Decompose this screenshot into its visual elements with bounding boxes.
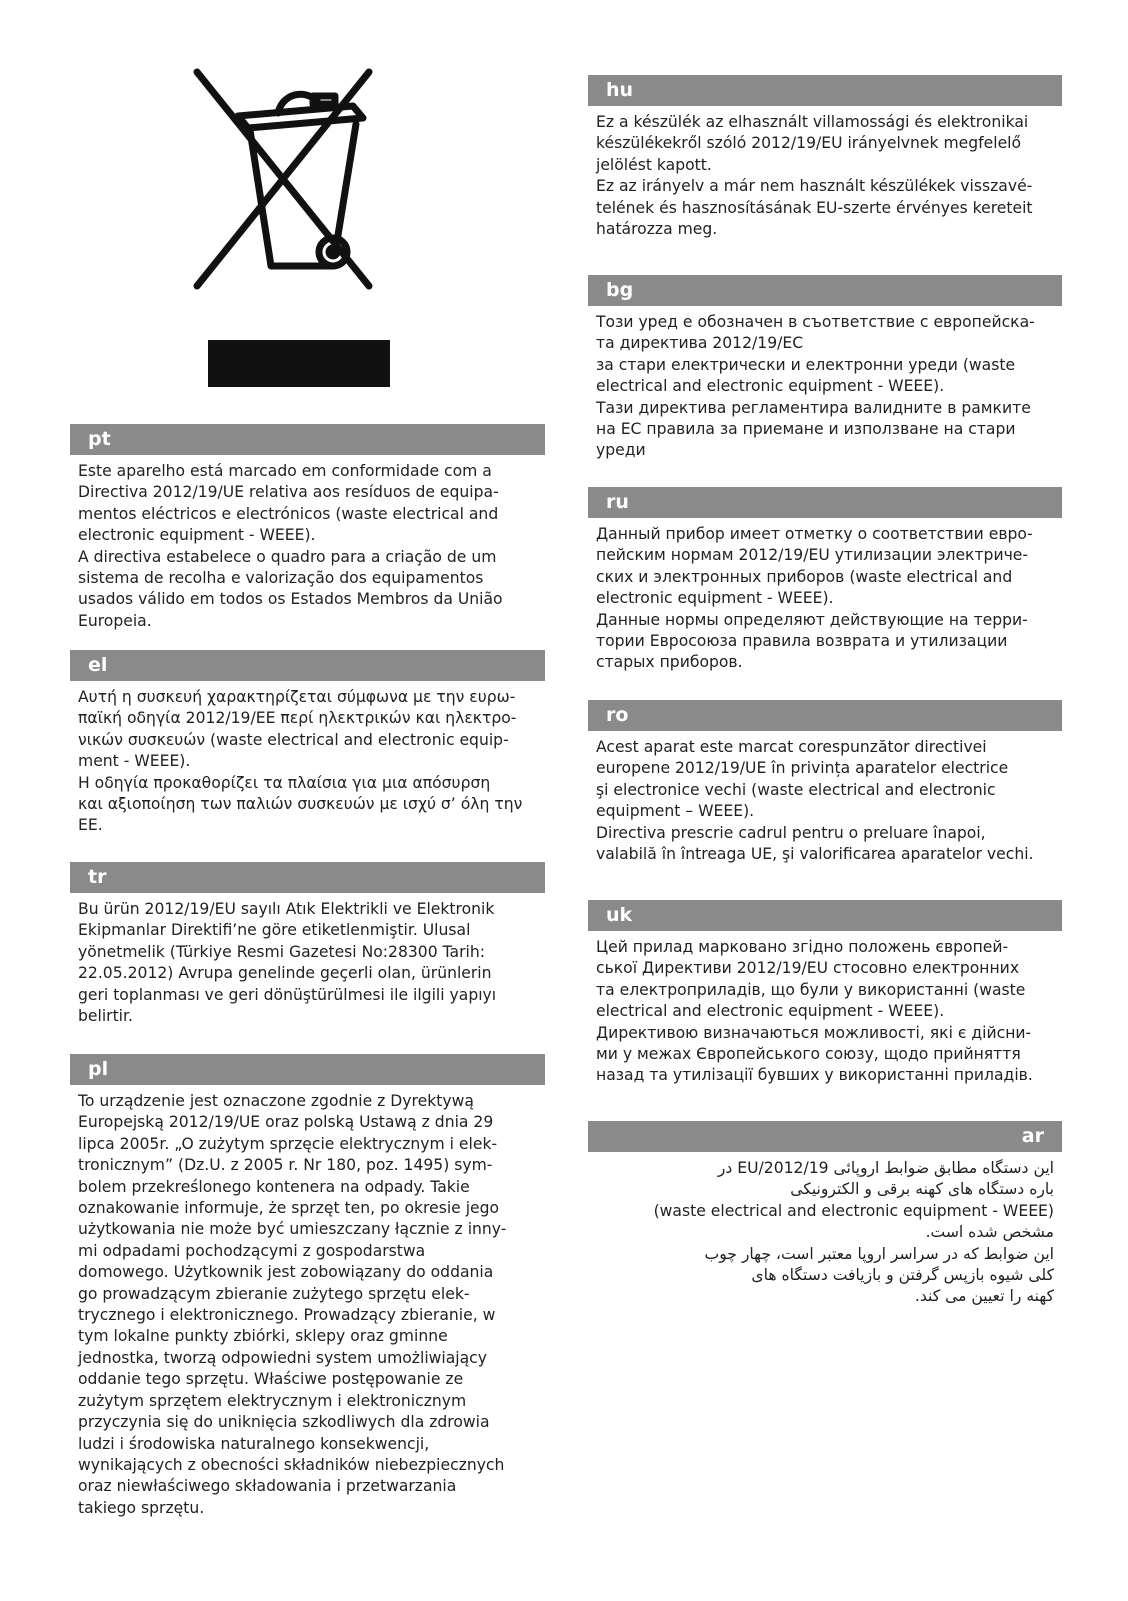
section-hu: [588, 75, 1062, 240]
section-ro: [588, 700, 1062, 865]
section-text: To urządzenie jest oznaczone zgodnie z Dyrektywą Europejską 2012/19/UE oraz polską Ustawą z dnia 29 lipca 2005r. „O zużytym sprzęcie elektrycznym i elek- tronicznym” (Dz.U. z 2005 r. Nr 180, poz. 1495) sym- bolem przekreślonego kontenera na odpady. Takie oznakowanie informuje, że sprzęt ten, po okresie jego użytkowania nie może być umieszczany łącznie z inny- mi odpadami pochodzącymi z gospodarstwa domowego. Użytkownik jest zobowiązany do oddania go prowadzącym zbieranie zużytego sprzętu elek- trycznego i elektronicznego. Prowadzący zbieranie, w tym lokalne punkty zbiórki, sklepy oraz gminne jednostka, tworzą odpowiedni system umożliwiający oddanie tego sprzętu. Właściwe postępowanie ze zużytym sprzętem elektrycznym i elektronicznym przyczynia się do uniknięcia szkodliwych dla zdrowia ludzi i środowiska naturalnego konsekwencji, wynikających z obecności składników niebezpiecznych oraz niewłaściwego składowania i przetwarzania takiego sprzętu.: [78, 1092, 507, 1517]
section-text: Този уред е обозначен в съответствие с европейска- та директива 2012/19/ЕС за стари електрически и електронни уреди (waste electrical and electronic equipment - WEEE). Тази директива регламентира валидните в рамките на ЕС правила за приемане и използване на стари уреди: [596, 313, 1035, 460]
section-text: Αυτή η συσκευή χαρακτηρίζεται σύμφωνα με την ευρω- παϊκή οδηγία 2012/19/ΕΕ περί ηλεκτρικών και ηλεκτρο- νικών συσκευών (waste electrical and electronic equip- ment - WEEE). Η οδηγία προκαθορίζει τα πλαίσια για μια απόσυρση και αξιοποίηση των παλιών συσκευών με ισχύ σ’ όλη την ΕΕ.: [78, 688, 523, 835]
section-ar: [588, 1121, 1062, 1308]
section-header: bg: [588, 275, 1062, 306]
section-text: Ez a készülék az elhasznált villamossági és elektronikai készülékekről szóló 2012/19/EU irányelvnek megfelelő jelölést kapott. Ez az irányelv a már nem használt készülékek visszavé- telének és hasznosításának EU-szerte érvényes kereteit határozza meg.: [596, 113, 1033, 239]
section-el: [70, 650, 545, 837]
section-header: ar: [588, 1121, 1062, 1152]
section-pt: [70, 424, 545, 632]
section-text: Данный прибор имеет отметку о соответствии евро- пейским нормам 2012/19/EU утилизации электриче- ских и электронных приборов (waste electrical and electronic equipment - WEEE). Данные нормы определяют действующие на терри- тории Евросоюза правила возврата и утилизации старых приборов.: [596, 525, 1033, 672]
section-header: ru: [588, 487, 1062, 518]
section-header: uk: [588, 900, 1062, 931]
section-text: Este aparelho está marcado em conformidade com a Directiva 2012/19/UE relativa aos resíduos de equipa- mentos eléctricos e electrónicos (waste electrical and electronic equipment - WEEE). A directiva estabelece o quadro para a criação de um sistema de recolha e valorização dos equipamentos usados válido em todos os Estados Membros da União Europeia.: [78, 462, 503, 630]
section-tr: [70, 862, 545, 1027]
section-pl: [70, 1054, 545, 1519]
section-header: pl: [70, 1054, 545, 1085]
section-header: pt: [70, 424, 545, 455]
section-text: Цей прилад марковано згідно положень європей- ської Директиви 2012/19/EU стосовно електронних та електроприладів, що були у використанні (waste electrical and electronic equipment - WEEE). Директивою визначаються можливості, які є дійсни- ми у межах Європейського союзу, щодо прийняття назад та утилізації бувших у використанні приладів.: [596, 938, 1033, 1085]
section-bg: [588, 275, 1062, 462]
weee-black-bar: [208, 340, 390, 387]
section-ru: [588, 487, 1062, 674]
section-text: Acest aparat este marcat corespunzător directivei europene 2012/19/UE în privința aparatelor electrice şi electronice vechi (waste electrical and electronic equipment – WEEE). Directiva prescrie cadrul pentru o preluare înapoi, valabilă în întreaga UE, şi valorificarea aparatelor vechi.: [596, 738, 1034, 864]
section-text: Bu ürün 2012/19/EU sayılı Atık Elektrikli ve Elektronik Ekipmanlar Direktifi’ne göre etiketlenmiştir. Ulusal yönetmelik (Türkiye Resmi Gazetesi No:28300 Tarih: 22.05.2012) Avrupa genelinde geçerli olan, ürünlerin geri toplanması ve geri dönüştürülmesi ile ilgili yapıyı belirtir.: [78, 900, 497, 1026]
section-header: el: [70, 650, 545, 681]
weee-crossed-bin-icon: [193, 68, 373, 290]
section-header: hu: [588, 75, 1062, 106]
section-header: tr: [70, 862, 545, 893]
section-header: ro: [588, 700, 1062, 731]
section-uk: [588, 900, 1062, 1087]
section-text: این دستگاه مطابق ضوابط اروپائی 2012/19/EU در باره دستگاه های کهنه برقی و الکترونیکی (waste electrical and electronic equipment - WEEE) مشخص شده است. این ضوابط که در سراسر اروپا معتبر است، چهار چوب کلی شیوه بازپس گرفتن و بازیافت دستگاه های کهنه را تعیین می کند.: [653, 1159, 1054, 1306]
